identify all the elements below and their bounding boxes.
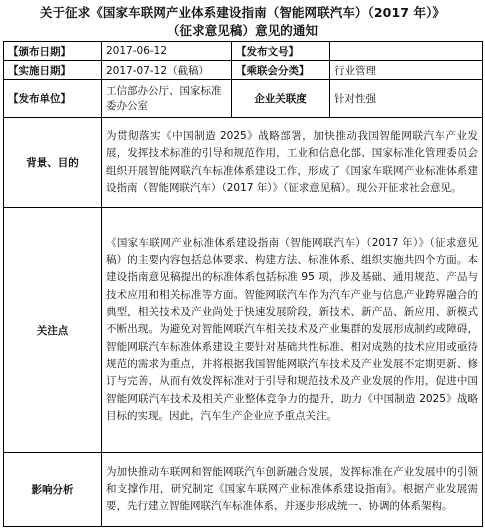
section-label-impact: 影响分析 <box>4 453 102 527</box>
doc-number-label: 【发布文号】 <box>232 42 330 61</box>
relevance-value: 针对性强 <box>330 80 483 118</box>
row-effective <box>4 61 483 80</box>
title-line-2: （征求意见稿）意见的通知 <box>166 23 319 38</box>
section-background <box>4 118 483 208</box>
doc-number-value <box>330 42 483 61</box>
category-label: 【乘联会分类】 <box>232 61 330 80</box>
effective-date-value: 2017-07-12（截稿） <box>102 61 232 80</box>
title-line-1: 关于征求《国家车联网产业体系建设指南（智能网联汽车）（2017 年）》 <box>39 5 446 20</box>
publish-date-value: 2017-06-12 <box>102 42 232 61</box>
relevance-label: 企业关联度 <box>232 80 330 118</box>
section-text-background: 为贯彻落实《中国制造 2025》战略部署，加快推动我国智能网联汽车产业发展，发挥技术标准的引导和规范作用，工业和信息化部、国家标准化管理委员会组织开展智能网联汽车标准体系建设工作，形成了《国家车联网产业标准体系建设指南（智能网联汽车）（2017 年）》（征求意见稿）。现公开征求社会意见。 <box>102 118 483 208</box>
notice-info-table <box>3 41 483 527</box>
category-value: 行业管理 <box>330 61 483 80</box>
row-issuer <box>4 80 483 118</box>
effective-date-label: 【实施日期】 <box>4 61 102 80</box>
publish-date-label: 【颁布日期】 <box>4 42 102 61</box>
section-text-impact: 为加快推动车联网和智能网联汽车创新融合发展，发挥标准在产业发展中的引领和支撑作用，研究制定《国家车联网产业标准体系建设指南》。根据产业发展需要，先行建立智能网联汽车标准体系，并逐步形成统一、协调的体系架构。 <box>102 453 483 527</box>
document-title <box>3 3 482 41</box>
section-focus <box>4 208 483 453</box>
section-label-background: 背景、目的 <box>4 118 102 208</box>
issuer-label: 【发布单位】 <box>4 80 102 118</box>
section-impact <box>4 453 483 527</box>
row-dates <box>4 42 483 61</box>
section-text-focus: 《国家车联网产业标准体系建设指南（智能网联汽车）（2017 年）》（征求意见稿）的主要内容包括总体要求、构建方法、标准体系、组织实施共四个方面。本建设指南意见稿提出的标准体系包括标准 95 项，涉及基础、通用规范、产品与技术应用和相关标准等方面。智能网联汽车作为汽车产业与信息产业跨界融合的典型，相关技术及产业尚处于快速发展阶段，新技术、新产品、新应用、新模式不断出现。为避免对智能网联汽车相关技术及产业集群的发展形成制约或障碍，智能网联汽车标准体系建设主要针对基础共性标准、相对成熟的技术应用或亟待规范的需求为重点，并将根据我国智能网联汽车技术及产业发展不定期更新、修订与完善，从而有效发挥标准对于引导和规范技术及产业发展的作用，促进中国智能网联汽车技术及相关产业整体竞争力的提升，助力《中国制造 2025》战略目标的实现。因此，汽车生产企业应予重点关注。 <box>102 208 483 453</box>
section-label-focus: 关注点 <box>4 208 102 453</box>
issuer-value: 工信部办公厅、国家标准委办公室 <box>102 80 232 118</box>
